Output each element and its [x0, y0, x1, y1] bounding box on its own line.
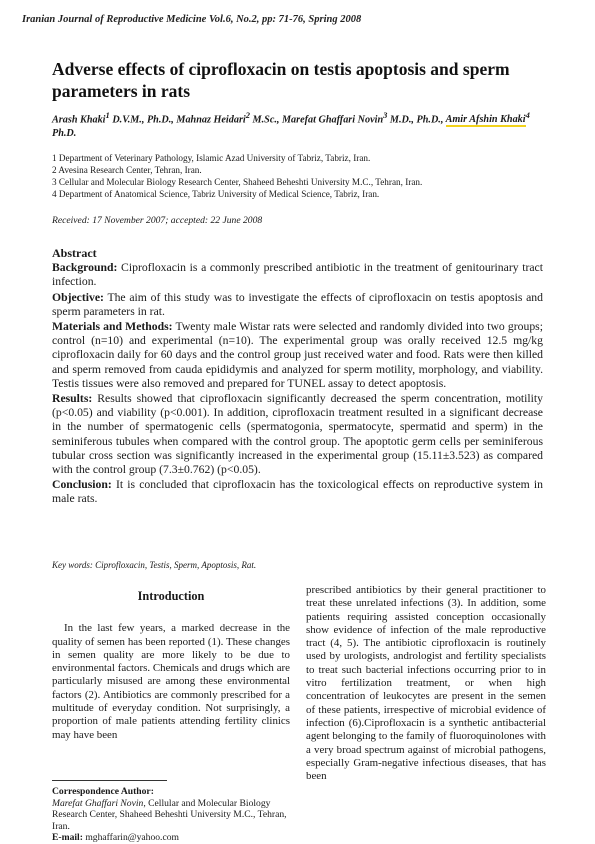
email-label: E-mail:: [52, 832, 83, 844]
author-affil-mark: 2: [245, 110, 250, 120]
affiliations: [52, 152, 552, 200]
correspondence-name: Marefat Ghaffari Novin: [52, 797, 144, 809]
paper-title: Adverse effects of ciprofloxacin on testis apoptosis and sperm parameters in rats: [52, 59, 510, 101]
author-degree: D.V.M., Ph.D.,: [109, 114, 177, 126]
abstract-conclusion: [52, 478, 543, 506]
abstract-objective: [52, 291, 543, 319]
section-text: Results showed that ciprofloxacin significantly decreased the sperm concentration, motility (p<0.05) and viability (p<0.001). In addition, ciprofloxacin treatment resulted in a significant decrease in the number of spermatogenic cells (spermatogonia, spermatocyte, spermatid and sperm) in the seminiferous tubules when compared with the control group. The apoptotic germ cells per seminiferous tubular cross section was significantly increased in the experimental group (15.11±3.523) as compared with the control group (7.3±0.762) (p<0.05).: [52, 392, 543, 477]
affiliation-line: 2 Avesina Research Center, Tehran, Iran.: [52, 165, 202, 175]
abstract-block: [52, 246, 543, 508]
section-label: Objective:: [52, 290, 104, 304]
author-name: Mahnaz Heidari: [176, 114, 246, 126]
affiliation-line: 4 Department of Anatomical Science, Tabriz University of Medical Science, Tabriz, Iran.: [52, 189, 380, 199]
author-name: Arash Khaki: [52, 114, 106, 126]
abstract-heading: Abstract: [52, 246, 97, 260]
left-column: [52, 590, 290, 742]
keywords: Key words: Ciprofloxacin, Testis, Sperm, Apoptosis, Rat.: [52, 560, 257, 570]
journal-header: Iranian Journal of Reproductive Medicine Vol.6, No.2, pp: 71-76, Spring 2008: [22, 14, 362, 25]
section-text: The aim of this study was to investigate the effects of ciprofloxacin on testis apoptosis and sperm parameters in rat.: [52, 290, 543, 318]
introduction-continued: prescribed antibiotics by their general practitioner to treat these unrelated infections (3). In addition, some patients requiring assisted conception occasionally show evidence of infection of the male reproductive tract (4, 5). The antibiotic ciprofloxacin is routinely used by urologists, andrologist and fertility specialists to treat such bacterial infections occurring prior to in vitro fertilization treatment, or when high concentration of leukocytes are present in the semen of these patients, irrespective of microbial evidence of infection (6).Ciprofloxacin is a synthetic antibacterial agent belonging to the family of fluoroquinolones with a very broad spectrum against of microbial pathogens, especially Gram-negative infectious diseases, that has been: [306, 584, 546, 783]
received-dates: Received: 17 November 2007; accepted: 22 June 2008: [52, 215, 263, 226]
author-degree: M.D., Ph.D.,: [387, 114, 446, 126]
section-label: Results:: [52, 392, 93, 406]
author-name-highlighted: Amir Afshin Khaki: [445, 114, 526, 126]
abstract-background: [52, 261, 543, 289]
correspondence-title: Correspondence Author:: [52, 786, 154, 797]
section-label: Background:: [52, 261, 118, 275]
correspondence-address: [52, 798, 290, 833]
author-affil-mark: 3: [383, 110, 388, 120]
affiliation-line: 1 Department of Veterinary Pathology, Islamic Azad University of Tabriz, Tabriz, Iran.: [52, 153, 371, 163]
abstract-results: [52, 392, 543, 477]
correspondence-email-line: [52, 832, 290, 844]
section-text: Twenty male Wistar rats were selected and randomly divided into two groups; control (n=10) and experimental (n=10). The experimental group was orally received 12.5 mg/kg ciprofloxacin daily for 60 days and the control group just received water and food. Rats were then killed and sperm removed from cauda epididymis and analyzed for sperm motility, morphology, and viability. Testis tissues were also removed and prepared for TUNEL assay to detect apoptosis.: [52, 320, 543, 390]
correspondence-block: [52, 786, 290, 844]
author-list: [52, 108, 552, 141]
right-column: [306, 584, 546, 783]
correspondence-details: , Cellular and Molecular Biology Research Center, Shaheed Beheshti University M.C., Tehran, Iran.: [52, 797, 287, 832]
section-text: Ciprofloxacin is a commonly prescribed antibiotic in the treatment of genitourinary tract infection.: [52, 261, 543, 289]
introduction-paragraph: In the last few years, a marked decrease in the quality of semen has been reported (1). These changes in semen quality are more likely to be due to environmental factors. Chemicals and drugs which are particularly misused are among these environmental factors (2). Antibiotics are commonly prescribed for a multitude of everyday condition. Not surprisingly, a proportion of male patients attending fertility clinics may have been: [52, 622, 290, 741]
section-text: It is concluded that ciprofloxacin has the toxicological effects on reproductive system in male rats.: [52, 478, 543, 506]
author-degree: Ph.D.: [52, 128, 77, 140]
section-label: Materials and Methods:: [52, 320, 173, 334]
abstract-methods: [52, 320, 543, 391]
section-label: Conclusion:: [52, 478, 112, 492]
affiliation-line: 3 Cellular and Molecular Biology Research Center, Shaheed Beheshti University M.C., Tehran, Iran.: [52, 177, 423, 187]
footnote-divider: [52, 780, 167, 781]
author-affil-mark: 1: [105, 110, 110, 120]
introduction-heading: Introduction: [137, 589, 205, 603]
author-degree: M.Sc.,: [250, 114, 282, 126]
author-name: Marefat Ghaffari Novin: [281, 114, 384, 126]
email-address: mghaffarin@yahoo.com: [82, 832, 179, 844]
author-affil-mark: 4: [525, 110, 530, 120]
